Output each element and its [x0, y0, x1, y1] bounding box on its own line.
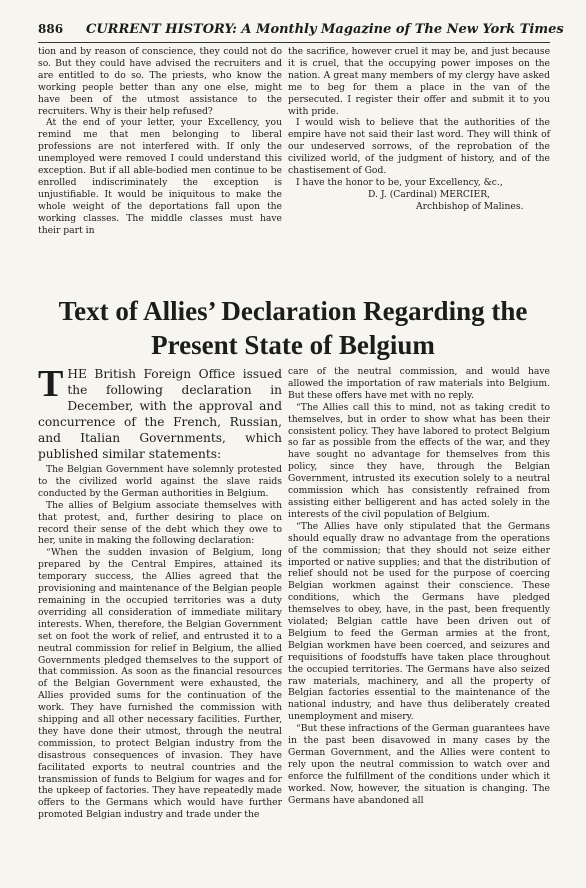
article-title-line: Present State of Belgium: [151, 330, 435, 360]
paragraph: “But these infractions of the German guarantees have in the past been disavowed in many cases by the German Government, and the Allies were content to rely upon the neutral commission to watch over and enforce the fulfillment of the conditions under which it worked. Now, however, the situation is changing. The Germans have abandoned all: [288, 723, 550, 806]
paragraph: The Belgian Government have solemnly protested to the civilized world against the slave raids conducted by the German authorities in Belgium.: [38, 464, 282, 499]
paragraph: I have the honor to be, your Excellency, &c.,: [296, 176, 503, 188]
article-title: [20, 294, 566, 362]
page-number: 886: [38, 22, 64, 36]
lead-text: HE British Foreign Office issued the following declaration in December, with the approval and concurrence of the French, Russian, and Italian Governments, which published similar statements:: [38, 367, 282, 461]
article-left-column: [38, 363, 282, 821]
top-left-column: [38, 46, 282, 237]
paragraph: tion and by reason of conscience, they could not do so. But they could have advised the recruiters and are entitled to do so. The priests, who know the working people better than any one else, might have been of the utmost assistance to the recruiters. Why is their help refused?: [38, 46, 282, 117]
paragraph: At the end of your letter, your Excellency, you remind me that men belonging to liberal professions are not interfered with. If only the unemployed were removed I could understand this exception. But if all able-bodied men continue to be enrolled indiscriminately the exception is unjustifiable. It would be iniquitous to make the whole weight of the deportations fall upon the working classes. The middle classes must have their part in: [38, 117, 282, 236]
paragraph: “When the sudden invasion of Belgium, long prepared by the Central Empires, attained its temporary success, the Allies agreed that the provisioning and maintenance of the Belgian people remaining in the occupied territories was a duty overriding all consideration of immediate military interests. When, therefore, the Belgian Government set on foot the work of relief, and entrusted it to a neutral commission for relief in Belgium, the allied Governments pledged themselves to the support of that commission. As soon as the financial resources of the Belgian Government were exhausted, the Allies provided sums for the continuation of the work. They have furnished the commission with shipping and all other necessary facilities. Further, they have done their utmost, through the neutral commission, to protect Belgian industry from the disastrous consequences of invasion. They have facilitated exports to neutral countries and the transmission of funds to Belgium for wages and for the upkeep of factories. They have repeatedly made offers to the Germans which would have further promoted Belgian industry and trade under the: [38, 547, 282, 821]
article-title-line: Text of Allies’ Declaration Regarding the: [58, 296, 528, 326]
top-right-column: [288, 46, 550, 213]
article-right-column: [288, 366, 550, 807]
running-title: CURRENT HISTORY: A Monthly Magazine of The New York Times: [86, 22, 564, 37]
paragraph: “The Allies have only stipulated that the Germans should equally draw no advantage from the operations of the commission; that they should not seize either imported or native supplies; and that the distribution of relief should not be used for the purpose of coercing Belgian workmen against their conscience. These conditions, which the Germans have pledged themselves to obey, have, in the past, been frequently violated; Belgian cattle have been driven out of Belgium to feed the German armies at the front, Belgian workmen have been coerced, and seizures and requisitions of foodstuffs have taken place throughout the occupied territories. The Germans have also seized raw materials, machinery, and all the property of Belgian factories essential to the maintenance of the national industry, and have thus deliberately created unemployment and misery.: [288, 520, 550, 723]
paragraph: the sacrifice, however cruel it may be, and just because it is cruel, that the occupying power imposes on the nation. A great many members of my clergy have asked me to beg for them a place in the van of the persecuted. I register their offer and submit it to you with pride.: [288, 46, 550, 117]
signature-name: D. J. (Cardinal) MERCIER,: [368, 188, 491, 200]
paragraph: I would wish to believe that the authorities of the empire have not said their last word. They will think of our undeserved sorrows, of the reprobation of the civilized world, of the judgment of history, and of the chastisement of God.: [288, 117, 550, 177]
page-header: [38, 22, 564, 38]
lead-paragraph: [38, 363, 282, 462]
paragraph: The allies of Belgium associate themselves with that protest, and, further desiring to place on record their sense of the debt which they owe to her, unite in making the following declaration:: [38, 499, 282, 547]
paragraph: “The Allies call this to mind, not as taking credit to themselves, but in order to show what has been their consistent policy. They have labored to protect Belgium so far as possible from the effects of the war, and they have sought no advantage for themselves from this policy, since they have, through the Belgian Government, intrusted its execution solely to a neutral commission which has consistently refrained from assisting either belligerent and has acted solely in the interests of the civil population of Belgium.: [288, 401, 550, 520]
signature-title: Archbishop of Malines.: [416, 200, 524, 212]
header-rule: [38, 42, 550, 43]
drop-cap: T: [38, 363, 64, 405]
paragraph: care of the neutral commission, and would have allowed the importation of raw materials into Belgium. But these offers have met with no reply.: [288, 366, 550, 401]
